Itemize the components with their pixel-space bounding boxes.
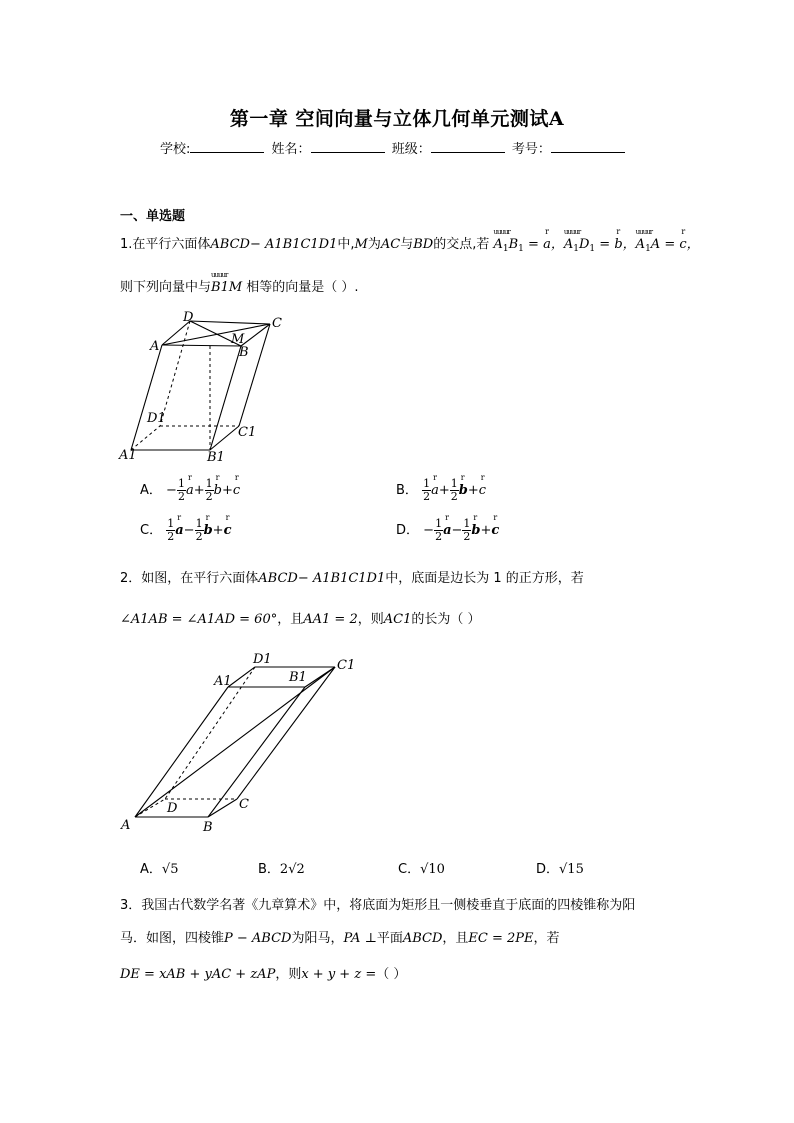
q1-text: 与: [400, 237, 414, 252]
option-label: C．: [398, 862, 421, 877]
q2-figure: [115, 645, 365, 840]
q2-text: ，且: [277, 612, 304, 627]
q2-option-c[interactable]: [398, 858, 445, 877]
name-label: 姓名：: [271, 142, 311, 157]
label-b: B: [203, 820, 213, 835]
q1-text: 1.在平行六面体: [120, 237, 211, 252]
q3-math: ABCD: [402, 931, 443, 946]
q1-option-d[interactable]: D． − $\frac{1}{2}$ r a− $\frac{1}{2}$ r b+r c: [396, 518, 499, 543]
q2-math: ABCD− A1B1C1D1: [258, 571, 386, 586]
label-d: D: [183, 310, 194, 325]
q3-text: 为阳马，: [291, 931, 344, 946]
q2-math: AA1 = 2: [303, 612, 358, 627]
exam-no-label: 考号：: [511, 142, 551, 157]
q3-math: x + y + z =: [301, 967, 377, 982]
q2-option-a[interactable]: [140, 858, 178, 877]
q3-math: DE = xAB + yAC + zAP: [120, 967, 276, 982]
school-blank[interactable]: [190, 140, 264, 153]
q3-text: ，则: [275, 967, 302, 982]
q2-math: AC1: [383, 612, 412, 627]
q1-text: 则下列向量中与: [120, 280, 212, 295]
option-label: D．: [536, 862, 560, 877]
q2-text: 2．如图，在平行六面体: [120, 571, 259, 586]
label-d1: D1: [253, 652, 272, 667]
q1-line2: [120, 276, 359, 295]
q3-text: 平面: [376, 931, 403, 946]
label-b1: B1: [207, 450, 225, 465]
q1-text: 为: [367, 237, 381, 252]
label-b1: B1: [289, 670, 307, 685]
label-c1: C1: [238, 425, 257, 440]
label-d: D: [167, 801, 178, 816]
q1-text: 相等的向量是（ ）.: [246, 280, 359, 295]
label-a1: A1: [214, 674, 232, 689]
option-value: √15: [559, 862, 584, 877]
q1-vector: uuuur B1M: [211, 280, 242, 295]
label-c: C: [272, 316, 282, 331]
q3-math: PA ⊥: [343, 931, 377, 946]
label-a1: A1: [119, 448, 137, 463]
q3-line2: [120, 927, 560, 946]
q1-figure: [115, 305, 295, 465]
q3-math: EC = 2PE: [468, 931, 534, 946]
q2-line1: [120, 567, 584, 586]
q2-math: ∠A1AB = ∠A1AD = 60°: [120, 612, 278, 627]
q2-text: ，则: [357, 612, 384, 627]
label-a: A: [150, 339, 160, 354]
label-c: C: [239, 797, 249, 812]
class-label: 班级：: [391, 142, 431, 157]
q3-line1: 3．我国古代数学名著《九章算术》中，将底面为矩形且一侧棱垂直于底面的四棱锥称为阳: [120, 898, 636, 913]
page-title: 第一章 空间向量与立体几何单元测试A: [229, 108, 565, 130]
q2-text: 的长为（ ）: [411, 612, 481, 627]
q3-math: P − ABCD: [224, 931, 292, 946]
q1-math: ABCD− A1B1C1D1: [210, 237, 338, 252]
q1-option-b[interactable]: B． $\frac{1}{2}$ r a+ $\frac{1}{2}$ r b+r c: [396, 478, 486, 503]
option-value: √10: [420, 862, 445, 877]
q2-option-b[interactable]: [258, 858, 305, 877]
class-blank[interactable]: [431, 140, 505, 153]
q3-text: 马．如图，四棱锥: [120, 931, 225, 946]
q1-vector-defs: uuuur $A_1B_1 = r$ a，uuuur $A_1D_1 = r$ b，uuuur $A_1A = r$ c，: [493, 237, 699, 252]
option-label: B．: [396, 483, 418, 498]
student-info-row: [160, 138, 628, 157]
option-label: A．: [140, 483, 162, 498]
label-b: B: [239, 345, 249, 360]
label-c1: C1: [337, 658, 356, 673]
q1-option-c[interactable]: C． $\frac{1}{2}$ r a− $\frac{1}{2}$ r b+r c: [140, 518, 231, 543]
q3-text: ，且: [442, 931, 469, 946]
q3-text: （ ）: [376, 967, 407, 982]
option-label: A．: [140, 862, 162, 877]
q3-text: ，若: [533, 931, 560, 946]
q2-option-d[interactable]: [536, 858, 584, 877]
q1-math: BD: [413, 237, 434, 252]
option-value: 2√2: [279, 862, 305, 877]
q1-text: 中,: [337, 237, 355, 252]
option-label: B．: [258, 862, 280, 877]
exam-no-blank[interactable]: [551, 140, 625, 153]
option-label: C．: [140, 523, 163, 538]
option-label: D．: [396, 523, 420, 538]
q2-text: 中，底面是边长为 1 的正方形，若: [385, 571, 584, 586]
q1-math: M: [354, 237, 368, 252]
option-value: √5: [161, 862, 179, 877]
label-d1: D1: [147, 411, 166, 426]
label-a: A: [121, 818, 131, 833]
label-m: M: [231, 332, 245, 347]
q1-text: 的交点,若: [433, 237, 490, 252]
q1-option-a[interactable]: A． − $\frac{1}{2}$ r a+ $\frac{1}{2}$ r b+r c: [140, 478, 240, 503]
q3-line3: [120, 963, 406, 982]
q1-math: AC: [380, 237, 401, 252]
q1-line1: [120, 233, 700, 254]
name-blank[interactable]: [311, 140, 385, 153]
q2-line2: [120, 608, 480, 627]
section-heading: 一、单选题: [120, 209, 186, 224]
school-label: 学校:: [160, 142, 191, 157]
